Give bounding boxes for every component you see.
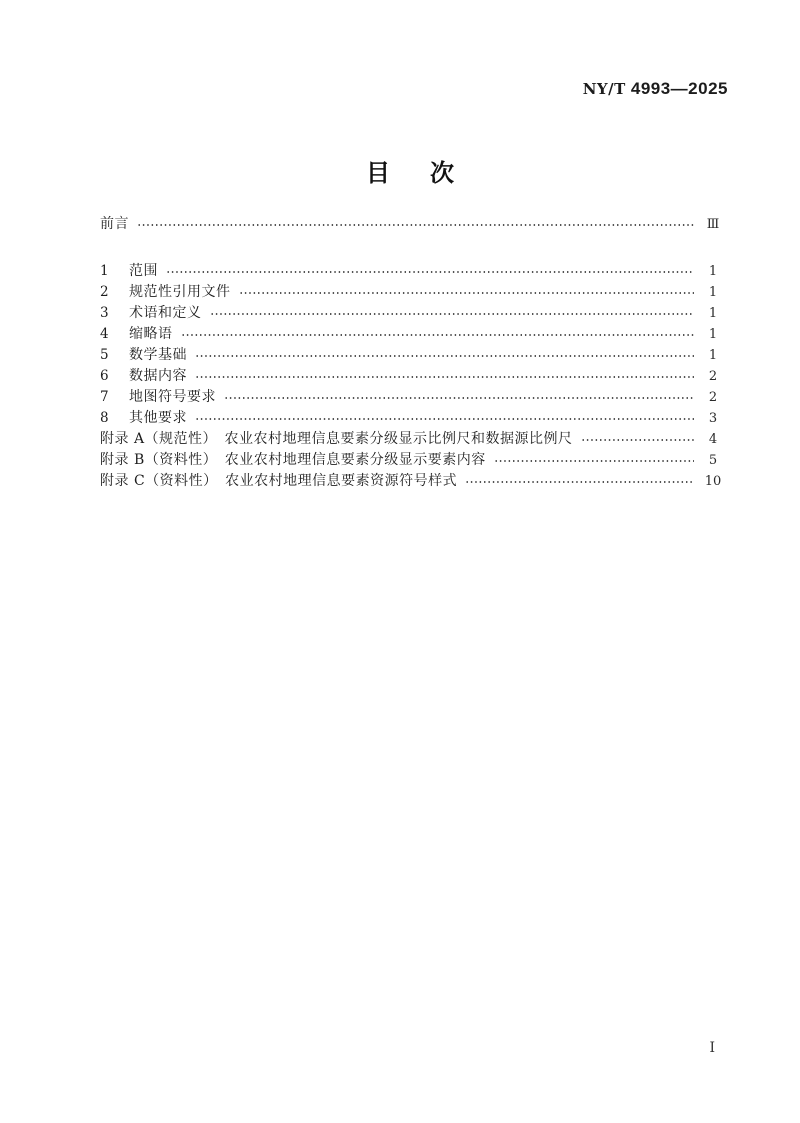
toc-entry-label: 附录 B（资料性） 农业农村地理信息要素分级显示要素内容 xyxy=(100,452,486,468)
toc-entry-label: 术语和定义 xyxy=(129,305,202,321)
toc-dot-leader xyxy=(239,290,695,296)
toc-entry-page: 1 xyxy=(708,264,718,279)
toc-dot-leader xyxy=(465,479,694,485)
standard-code xyxy=(583,79,728,99)
toc-entry-label: 附录 A（规范性） 农业农村地理信息要素分级显示比例尺和数据源比例尺 xyxy=(100,431,573,447)
toc-entry xyxy=(100,282,728,303)
page-number: Ⅰ xyxy=(709,1040,715,1056)
toc-entry-label: 范围 xyxy=(129,263,158,279)
toc-entry-label: 前言 xyxy=(100,216,129,232)
toc-entry-number: 2 xyxy=(100,284,109,300)
toc-entry-number: 1 xyxy=(100,263,109,279)
toc-entry-page: 1 xyxy=(708,327,718,342)
toc-entry-page: 2 xyxy=(708,390,718,405)
toc-entry xyxy=(100,261,728,282)
toc-entry-page: 1 xyxy=(708,348,718,363)
toc-section-gap xyxy=(100,235,728,261)
toc-dot-leader xyxy=(166,269,694,275)
toc-entry-label: 数学基础 xyxy=(129,347,187,363)
toc-entry-number: 7 xyxy=(100,389,109,405)
toc-entry xyxy=(100,345,728,366)
toc-entry-page: 1 xyxy=(708,285,718,300)
toc-entry xyxy=(100,324,728,345)
toc-entry-page: 1 xyxy=(708,306,718,321)
toc-entry-number: 3 xyxy=(100,305,109,321)
toc-entry-label: 数据内容 xyxy=(129,368,187,384)
toc-entry-label: 附录 C（资料性） 农业农村地理信息要素资源符号样式 xyxy=(100,473,458,489)
toc-entry-number: 4 xyxy=(100,326,109,342)
toc-dot-leader xyxy=(494,458,694,464)
toc-dot-leader xyxy=(195,416,694,422)
toc-entry-page: 10 xyxy=(704,474,722,489)
toc-dot-leader xyxy=(210,311,695,317)
toc-entry-number: 5 xyxy=(100,347,109,363)
toc-entry xyxy=(100,387,728,408)
toc-entry-number: 8 xyxy=(100,410,109,426)
toc-entry xyxy=(100,429,728,450)
toc-entry-page: 4 xyxy=(708,432,718,447)
toc-entry xyxy=(100,471,728,492)
toc-dot-leader xyxy=(195,353,694,359)
toc-entry xyxy=(100,450,728,471)
toc-entry-page: 5 xyxy=(708,453,718,468)
toc-entry-page: 2 xyxy=(708,369,718,384)
standard-code-prefix: NY/T xyxy=(582,80,626,98)
standard-code-number: 4993—2025 xyxy=(630,79,728,98)
toc-entry xyxy=(100,408,728,429)
toc-entry-label: 缩略语 xyxy=(129,326,173,342)
toc-entry xyxy=(100,366,728,387)
toc-entry-page: Ⅲ xyxy=(706,217,720,232)
toc-entry-page: 3 xyxy=(708,411,718,426)
toc-entry xyxy=(100,214,728,235)
page-title: 目 次 xyxy=(366,158,462,187)
toc-entry-label: 其他要求 xyxy=(129,410,187,426)
toc-dot-leader xyxy=(224,395,694,401)
toc-entry-label: 地图符号要求 xyxy=(129,389,216,405)
toc-dot-leader xyxy=(181,332,695,338)
toc-dot-leader xyxy=(137,222,694,228)
toc-entry-label: 规范性引用文件 xyxy=(129,284,231,300)
toc-dot-leader xyxy=(195,374,694,380)
table-of-contents xyxy=(100,214,728,492)
toc-entry xyxy=(100,303,728,324)
toc-entry-number: 6 xyxy=(100,368,109,384)
toc-dot-leader xyxy=(581,437,694,443)
